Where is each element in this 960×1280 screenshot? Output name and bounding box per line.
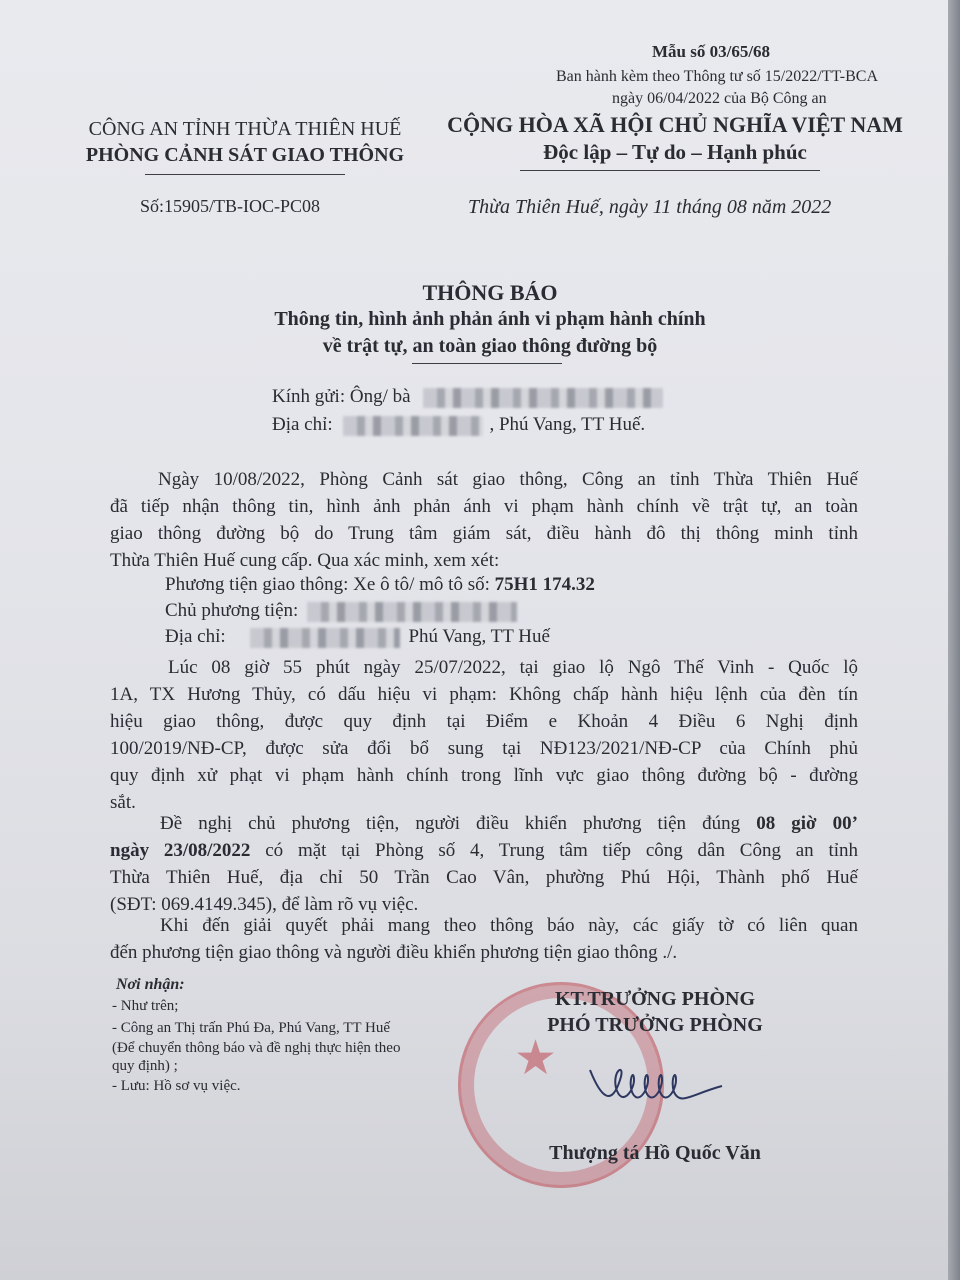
recipient-item-3: (Để chuyển thông báo và đề nghị thực hiện theo bbox=[112, 1040, 401, 1056]
notice-subtitle-line2: về trật tự, an toàn giao thông đường bộ bbox=[322, 335, 658, 357]
handwritten-signature bbox=[582, 1050, 732, 1110]
recipient-address-label: Địa chỉ: bbox=[272, 414, 333, 435]
document-date: Thừa Thiên Huế, ngày 11 tháng 08 năm 2022 bbox=[468, 196, 832, 218]
request-paragraph: Đề nghị chủ phương tiện, người điều khiển phương tiện đúng 08 giờ 00’ ngày 23/08/2022 có mặt tại Phòng số 4, Trung tâm tiếp công dân Công an tỉnh Thừa Thiên Huế, địa chỉ 50 Trần Cao Vân, phường Phú Hội, Thành phố Huế (SĐT: 069.4149.345), để làm rõ vụ việc. bbox=[110, 813, 859, 915]
recipient-item-1: - Như trên; bbox=[112, 998, 179, 1014]
national-title: CỘNG HÒA XÃ HỘI CHỦ NGHĨA VIỆT NAM bbox=[447, 112, 903, 137]
form-issued-line2: ngày 06/04/2022 của Bộ Công an bbox=[612, 90, 827, 107]
national-motto: Độc lập – Tự do – Hạnh phúc bbox=[543, 140, 807, 164]
signer-role-1: KT.TRƯỞNG PHÒNG bbox=[555, 988, 755, 1010]
owner-address-line bbox=[165, 626, 550, 648]
recipient-item-4: quy định) ; bbox=[112, 1058, 178, 1074]
owner-line bbox=[165, 600, 517, 622]
closing-paragraph: Khi đến giải quyết phải mang theo thông báo này, các giấy tờ có liên quan đến phương tiện giao thông và người điều khiển phương tiện giao thông ./. bbox=[110, 915, 858, 963]
redacted-owner-address bbox=[250, 628, 400, 648]
body-paragraph-1: Ngày 10/08/2022, Phòng Cảnh sát giao thông, Công an tỉnh Thừa Thiên Huế đã tiếp nhận thông tin, hình ảnh phản ánh vi phạm hành chính về trật tự, an toàn giao thông đường bộ do Trung tâm giám sát, điều hành đô thị thông minh tỉnh Thừa Thiên Huế cung cấp. Qua xác minh, xem xét: bbox=[110, 469, 858, 571]
recipient-item-5: - Lưu: Hồ sơ vụ việc. bbox=[112, 1078, 241, 1094]
recipient-address-value: , Phú Vang, TT Huế. bbox=[489, 414, 646, 435]
notice-subtitle-line1: Thông tin, hình ảnh phản ánh vi phạm hành chính bbox=[274, 308, 706, 330]
recipient-item-2: - Công an Thị trấn Phú Đa, Phú Vang, TT Huế bbox=[112, 1020, 391, 1036]
notice-title: THÔNG BÁO bbox=[422, 280, 558, 305]
recipient-label: Kính gửi: Ông/ bà bbox=[272, 386, 411, 407]
agency-underline bbox=[145, 174, 345, 175]
title-underline bbox=[412, 363, 562, 364]
redacted-address bbox=[343, 416, 483, 436]
owner-address-value: Phú Vang, TT Huế bbox=[408, 626, 550, 647]
vehicle-plate: 75H1 174.32 bbox=[494, 574, 595, 595]
redacted-owner bbox=[307, 602, 517, 622]
document-number: Số:15905/TB-IOC-PC08 bbox=[140, 196, 321, 216]
background-edge bbox=[948, 0, 960, 1280]
seal-star-icon: ★ bbox=[514, 1032, 558, 1085]
owner-address-label: Địa chỉ: bbox=[165, 626, 226, 647]
violation-paragraph: Lúc 08 giờ 55 phút ngày 25/07/2022, tại giao lộ Ngô Thế Vinh - Quốc lộ 1A, TX Hương Thủy, có dấu hiệu vi phạm: Không chấp hành hiệu lệnh của đèn tín hiệu giao thông, được quy định tại Điểm e Khoản 4 Điều 6 Nghị định 100/2019/NĐ-CP, được sửa đổi bổ sung tại NĐ123/2021/NĐ-CP của Chính phủ quy định xử phạt vi phạm hành chính trong lĩnh vực giao thông đường bộ - đường sắt. bbox=[110, 657, 858, 813]
recipient-line bbox=[272, 386, 663, 408]
redacted-name bbox=[423, 388, 663, 408]
recipients-heading: Nơi nhận: bbox=[116, 976, 185, 993]
form-number: Mẫu số 03/65/68 bbox=[652, 42, 771, 61]
motto-underline bbox=[520, 170, 820, 171]
owner-label: Chủ phương tiện: bbox=[165, 600, 299, 621]
signer-name: Thượng tá Hồ Quốc Văn bbox=[549, 1142, 761, 1164]
form-issued-line1: Ban hành kèm theo Thông tư số 15/2022/TT-BCA bbox=[556, 68, 878, 85]
signer-role-2: PHÓ TRƯỞNG PHÒNG bbox=[547, 1014, 763, 1036]
vehicle-line bbox=[165, 574, 595, 596]
recipient-address-line bbox=[272, 414, 645, 436]
agency-parent: CÔNG AN TỈNH THỪA THIÊN HUẾ bbox=[88, 118, 402, 140]
agency-name: PHÒNG CẢNH SÁT GIAO THÔNG bbox=[85, 144, 405, 166]
vehicle-label: Phương tiện giao thông: Xe ô tô/ mô tô số: bbox=[165, 574, 490, 595]
